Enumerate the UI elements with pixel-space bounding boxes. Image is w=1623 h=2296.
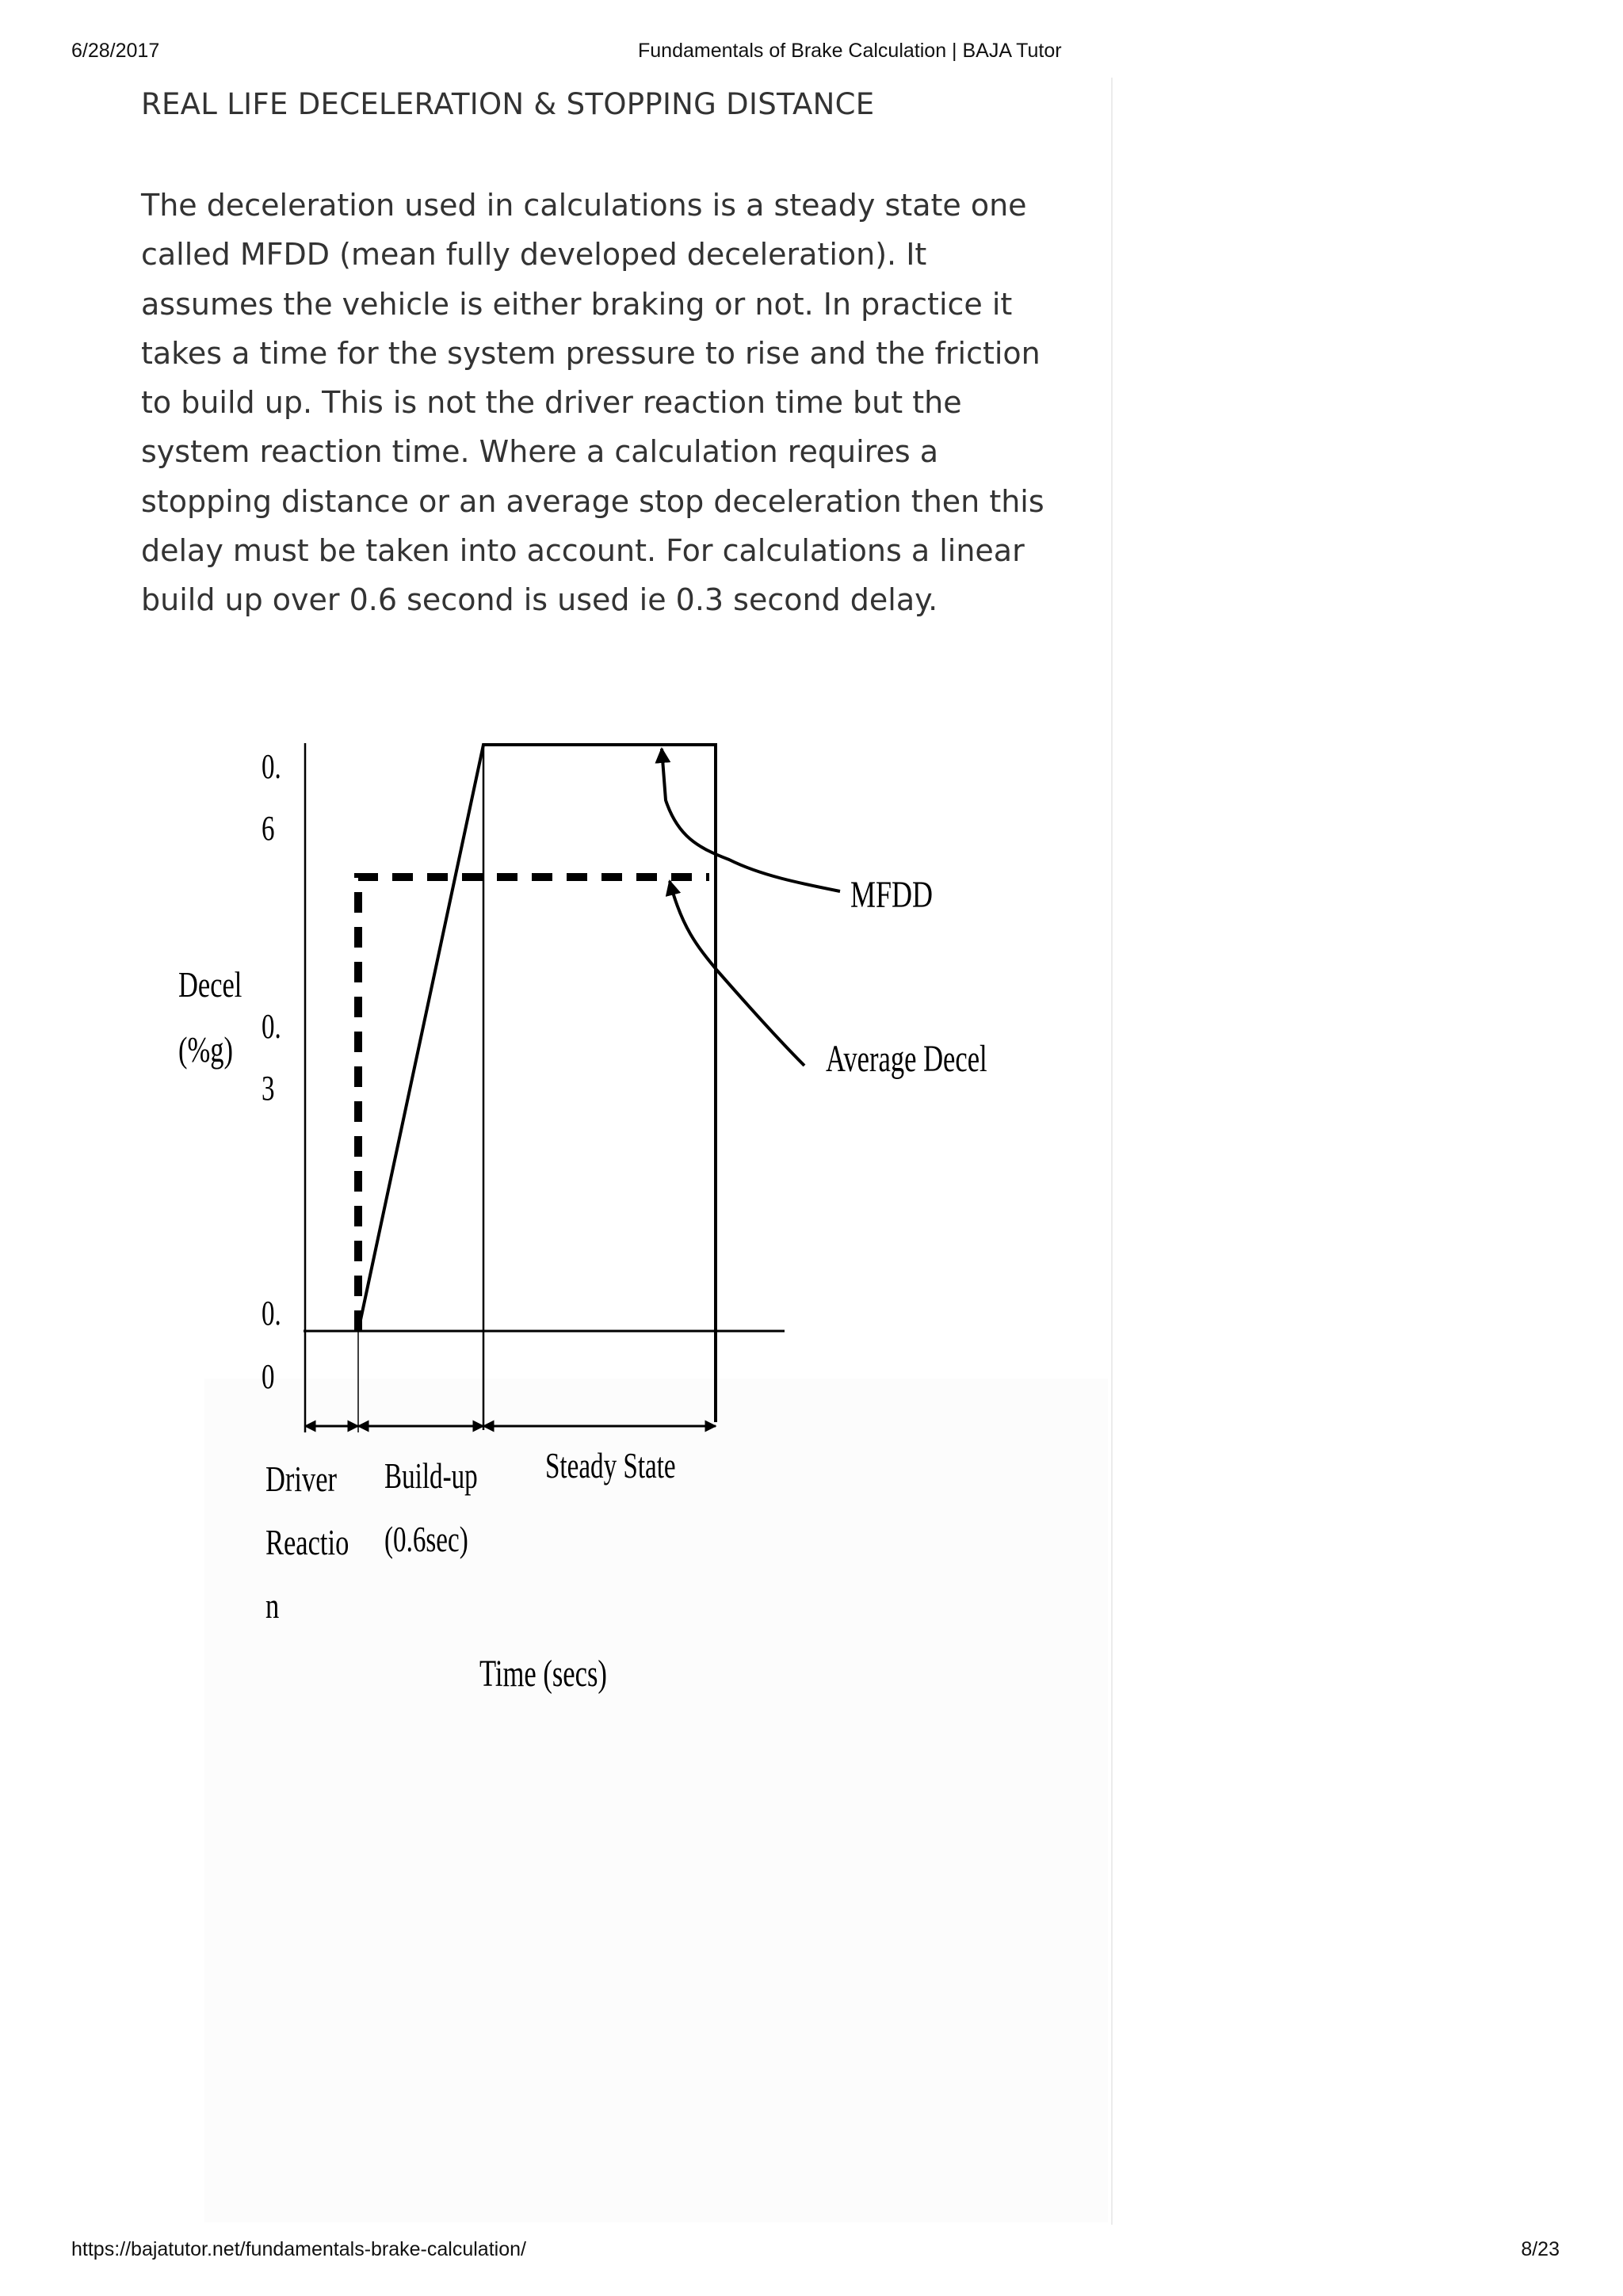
average-decel-label: Average Decel [826,1038,987,1081]
phase-buildup-label-line1: Build-up [384,1455,478,1497]
section-heading: REAL LIFE DECELERATION & STOPPING DISTANCE [141,87,875,121]
mfdd-pointer-arrow [662,749,840,891]
phase-buildup-label-line2: (0.6sec) [384,1518,468,1560]
mfdd-curve [358,745,716,1422]
y-tick-0.0-line1: 0. [262,1294,281,1333]
footer-page-number: 8/23 [1521,2238,1560,2260]
article-paragraph: The deceleration used in calculations is a steady state one called MFDD (mean fully developed deceleration). It assumes the vehicle is either braking or not. In practice it takes a time for the system pressure to rise and the friction to build up. This is not the driver reaction time but the system reaction time. Where a calculation requires a stopping distance or an average stop deceleration then this delay must be taken into account. For calculations a linear build up over 0.6 second is used ie 0.3 second delay. [141,188,1044,618]
y-tick-0.6-line1: 0. [262,747,281,787]
footer-url: https://bajatutor.net/fundamentals-brake-calculation/ [71,2238,526,2260]
y-axis-label-line1: Decel [178,964,242,1005]
y-tick-0.0-line2: 0 [262,1357,275,1397]
y-axis-label-line2: (%g) [178,1029,233,1070]
phase-driver-label-line2: Reactio [265,1522,349,1563]
header-date: 6/28/2017 [71,40,160,62]
y-tick-0.6-line2: 6 [262,809,275,849]
y-tick-0.3-line1: 0. [262,1007,281,1047]
x-axis-label: Time (secs) [479,1653,607,1695]
average-decel-dashed-line [358,877,709,1331]
mfdd-label: MFDD [850,874,933,917]
phase-steady-label: Steady State [545,1444,676,1486]
y-tick-0.3-line2: 3 [262,1069,275,1108]
header-page-title: Fundamentals of Brake Calculation | BAJA Tutor [638,40,1062,62]
phase-driver-label-line3: n [265,1585,280,1627]
average-decel-pointer-arrow [670,881,804,1066]
phase-driver-label-line1: Driver [265,1459,338,1500]
